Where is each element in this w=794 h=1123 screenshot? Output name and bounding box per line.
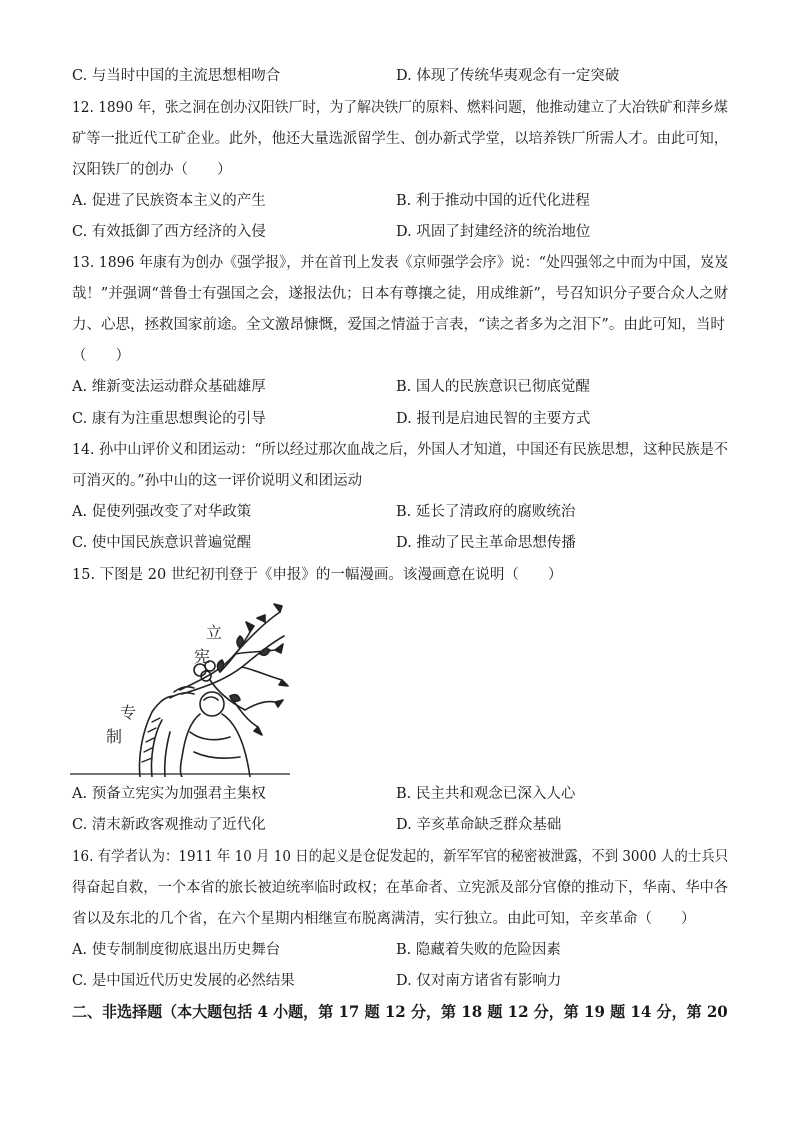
q14-option-a: A. 促使列强改变了对华政策 [72,504,252,520]
q13-line-3: 力、心思，拯救国家前途。全文激昂慷慨，爱国之情溢于言表，“读之者多为之泪下”。由此可知，当时 [72,317,725,333]
q11-option-c: C. 与当时中国的主流思想相吻合 [72,68,281,84]
q16-option-a: A. 使专制制度彻底退出历史舞台 [72,942,281,958]
q15-option-d: D. 辛亥革命缺乏群众基础 [396,817,562,833]
q16-option-b: B. 隐藏着失败的危险因素 [396,942,561,958]
q14-line-2: 可消灭的。”孙中山的这一评价说明义和团运动 [72,473,363,489]
q12-option-a: A. 促进了民族资本主义的产生 [72,193,266,209]
q15-option-b: B. 民主共和观念已深入人心 [396,786,576,802]
q13-option-d: D. 报刊是启迪民智的主要方式 [396,411,591,427]
q13-line-2: 哉！”并强调“普鲁士有强国之会，遂报法仇；日本有尊攘之徒，用成维新”，号召知识分子要合众人之财 [72,286,729,302]
q16-line-1: 16. 有学者认为：1911 年 10 月 10 日的起义是仓促发起的，新军军官的秘密被泄露，不到 3000 人的士兵只 [72,849,729,865]
q12-option-b: B. 利于推动中国的近代化进程 [396,193,590,209]
q15-line-1: 15. 下图是 20 世纪初刊登于《申报》的一幅漫画。该漫画意在说明（ ） [72,567,563,583]
q13-option-c: C. 康有为注重思想舆论的引导 [72,411,266,427]
cartoon-label-xian: 宪 [194,647,211,666]
cartoon-label-li: 立 [206,623,223,642]
q12-option-d: D. 巩固了封建经济的统治地位 [396,224,591,240]
q15-option-c: C. 清末新政客观推动了近代化 [72,817,266,833]
q12-line-2: 矿等一批近代工矿企业。此外，他还大量选派留学生、创办新式学堂，以培养铁厂所需人才。由此可知， [72,131,728,147]
q12-option-c: C. 有效抵御了西方经济的入侵 [72,224,266,240]
section-2-heading: 二、非选择题（本大题包括 4 小题，第 17 题 12 分，第 18 题 12 分，第 19 题 14 分，第 20 [72,1002,728,1021]
cartoon-label-zhuan: 专 [120,703,137,722]
q14-option-d: D. 推动了民主革命思想传播 [396,535,576,551]
q16-line-2: 得奋起自救，一个本省的旅长被迫统率临时政权；在革命者、立宪派及部分官僚的推动下，华南、华中各 [72,880,728,896]
q12-line-3: 汉阳铁厂的创办（ ） [72,162,232,178]
cartoon-label-zhi: 制 [106,727,123,746]
q12-line-1: 12. 1890 年，张之洞在创办汉阳铁厂时，为了解决铁厂的原料、燃料问题，他推动建立了大冶铁矿和萍乡煤 [72,100,728,116]
q11-option-d: D. 体现了传统华夷观念有一定突破 [396,68,620,84]
q13-line-1: 13. 1896 年康有为创办《强学报》，并在首刊上发表《京师强学会序》说：“处四强邻之中而为中国，岌岌 [72,255,729,271]
cartoon-illustration [70,592,290,777]
q14-line-1: 14. 孙中山评价义和团运动：“所以经过那次血战之后，外国人才知道，中国还有民族思想，这种民族是不 [72,442,729,458]
q13-line-4: （ ） [72,348,130,364]
q13-option-b: B. 国人的民族意识已彻底觉醒 [396,379,590,395]
q16-option-d: D. 仅对南方诸省有影响力 [396,973,562,989]
q13-option-a: A. 维新变法运动群众基础雄厚 [72,379,266,395]
q16-option-c: C. 是中国近代历史发展的必然结果 [72,973,295,989]
q15-option-a: A. 预备立宪实为加强君主集权 [72,786,266,802]
q16-line-3: 省以及东北的几个省，在六个星期内相继宣布脱离满清，实行独立。由此可知，辛亥革命（ ） [72,911,696,927]
q14-option-c: C. 使中国民族意识普遍觉醒 [72,535,252,551]
q14-option-b: B. 延长了清政府的腐败统治 [396,504,576,520]
